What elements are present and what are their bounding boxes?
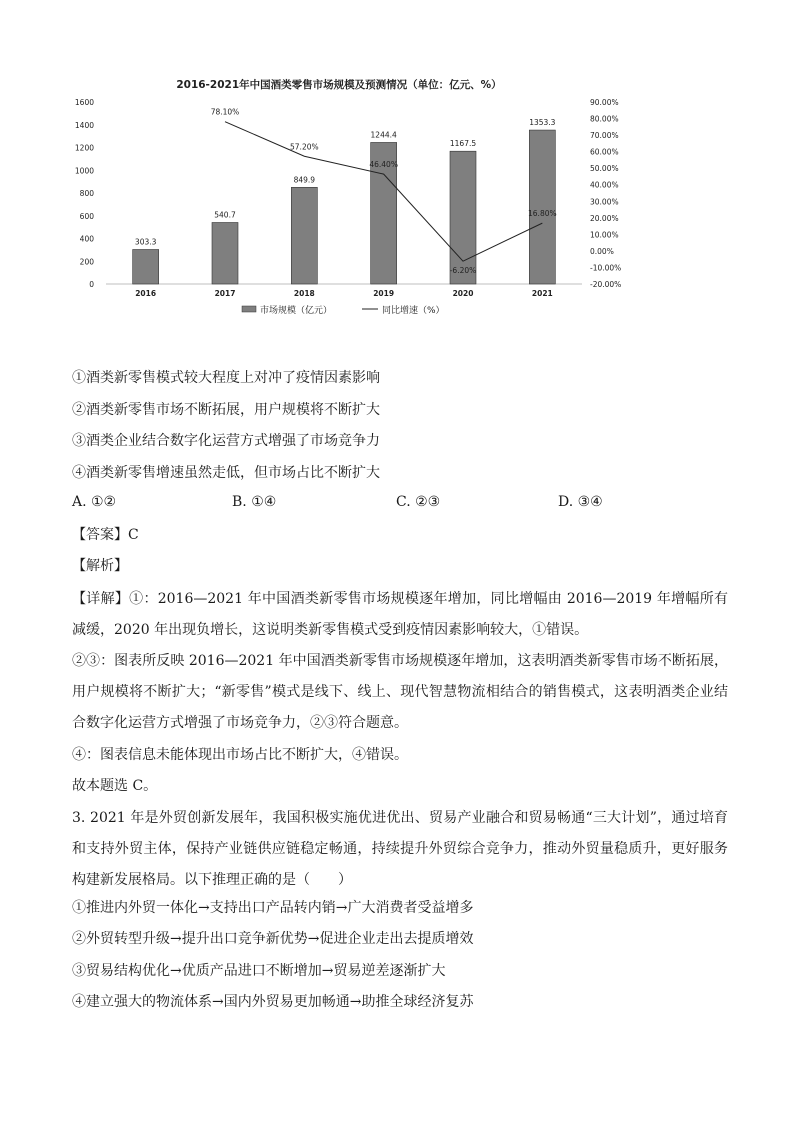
- statement-3: ③酒类企业结合数字化运营方式增强了市场竞争力: [72, 433, 380, 449]
- legend-bar-label: 市场规模（亿元）: [260, 306, 333, 316]
- bar-value-label: 540.7: [214, 210, 236, 220]
- option-b[interactable]: B. ①④: [232, 494, 277, 510]
- right-tick-label: 10.00%: [590, 230, 619, 240]
- right-tick-label: 80.00%: [590, 114, 619, 124]
- choice-4: ④建立强大的物流体系→国内外贸易更加畅通→助推全球经济复苏: [72, 994, 474, 1010]
- right-tick-label: 50.00%: [590, 164, 619, 174]
- answer-options: [72, 494, 732, 514]
- bar: [291, 187, 317, 284]
- bar-value-labels: [135, 118, 556, 246]
- right-tick-label: 70.00%: [590, 131, 619, 141]
- chart-title: 2016-2021年中国酒类零售市场规模及预测情况（单位：亿元、%）: [176, 79, 502, 91]
- x-tick-label: 2021: [531, 289, 553, 298]
- bar-value-label: 303.3: [134, 237, 157, 247]
- right-tick-label: 40.00%: [590, 180, 619, 190]
- right-axis-ticks: [590, 98, 621, 289]
- question-3-stem: 3. 2021 年是外贸创新发展年，我国积极实施优进优出、贸易产业融合和贸易畅通“三大计划”，通过培育和支持外贸主体，保持产业链供应链稳定畅通，持续提升外贸综合竞争力，推动外贸量稳质升，更好服务构建新发展格局。以下推理正确的是（ ）: [72, 810, 728, 888]
- line-value-label: 78.10%: [210, 107, 240, 117]
- left-tick-label: 1000: [74, 166, 94, 176]
- chart-canvas: [60, 70, 640, 320]
- right-tick-label: 30.00%: [590, 197, 619, 207]
- choice-2: ②外贸转型升级→提升出口竞争新优势→促进企业走出去提质增效: [72, 931, 474, 947]
- left-axis-ticks: [75, 98, 94, 289]
- bar-value-label: 1167.5: [449, 139, 477, 149]
- bar-value-label: 1353.3: [529, 118, 556, 128]
- statement-2: ②酒类新零售市场不断拓展，用户规模将不断扩大: [72, 402, 380, 418]
- explanation-1: 【详解】①：2016—2021 年中国酒类新零售市场规模逐年增加，同比增幅由 2016—2019 年增幅所有减缓，2020 年出现负增长，这说明类新零售模式受到疫情因素影响较大，①错误。: [72, 591, 728, 638]
- statement-1: ①酒类新零售模式较大程度上对冲了疫情因素影响: [72, 370, 380, 386]
- bar-value-label: 1244.4: [370, 130, 397, 140]
- bar-value-label: 849.9: [293, 175, 316, 185]
- explanation-2: ②③：图表所反映 2016—2021 年中国酒类新零售市场规模逐年增加，这表明酒类新零售市场不断拓展，用户规模将不断扩大；“新零售”模式是线下、线上、现代智慧物流相结合的销售模式，这表明酒类企业结合数字化运营方式增强了市场竞争力，②③符合题意。: [72, 653, 728, 731]
- line-value-label: 46.40%: [369, 160, 398, 170]
- market-size-chart: [60, 70, 640, 320]
- left-tick-label: 1400: [74, 120, 94, 130]
- explanation-3: ④：图表信息未能体现出市场占比不断扩大，④错误。: [72, 747, 408, 763]
- right-tick-label: -10.00%: [590, 263, 622, 273]
- analysis-label: 【解析】: [72, 558, 128, 574]
- bar: [529, 130, 555, 284]
- chart-legend: [242, 304, 445, 316]
- right-tick-label: 60.00%: [590, 147, 619, 157]
- left-tick-label: 600: [79, 211, 94, 221]
- bar-series: [133, 130, 556, 284]
- choice-3: ③贸易结构优化→优质产品进口不断增加→贸易逆差逐渐扩大: [72, 963, 446, 979]
- legend-bar-swatch: [242, 306, 256, 312]
- option-a[interactable]: A. ①②: [72, 494, 117, 510]
- bar: [133, 249, 159, 284]
- left-tick-label: 200: [79, 257, 94, 267]
- bar: [450, 151, 476, 284]
- right-tick-label: 90.00%: [590, 98, 619, 107]
- left-tick-label: 400: [79, 234, 94, 244]
- option-d[interactable]: D. ③④: [558, 494, 603, 510]
- choice-1: ①推进内外贸一体化→支持出口产品转内销→广大消费者受益增多: [72, 900, 474, 916]
- line-value-label: 16.80%: [528, 209, 557, 219]
- left-tick-label: 800: [79, 189, 94, 198]
- right-tick-label: -20.00%: [590, 280, 622, 289]
- x-tick-label: 2017: [214, 289, 236, 298]
- legend-line-label: 同比增速（%）: [382, 306, 445, 316]
- statement-4: ④酒类新零售增速虽然走低，但市场占比不断扩大: [72, 465, 380, 481]
- x-axis-ticks: [135, 289, 553, 298]
- bar: [212, 222, 238, 284]
- x-tick-label: 2018: [293, 289, 315, 298]
- x-tick-label: 2020: [452, 289, 474, 298]
- line-value-label: 57.20%: [290, 142, 319, 152]
- explanation-4: 故本题选 C。: [72, 778, 158, 794]
- left-tick-label: 1600: [74, 98, 94, 107]
- line-value-label: -6.20%: [449, 266, 477, 276]
- x-tick-label: 2016: [135, 289, 157, 298]
- right-tick-label: 0.00%: [590, 246, 614, 256]
- left-tick-label: 1200: [74, 143, 94, 153]
- answer-text: 【答案】C: [72, 527, 139, 543]
- left-tick-label: 0: [89, 280, 94, 289]
- option-c[interactable]: C. ②③: [396, 494, 441, 510]
- x-tick-label: 2019: [373, 289, 395, 298]
- right-tick-label: 20.00%: [590, 213, 619, 223]
